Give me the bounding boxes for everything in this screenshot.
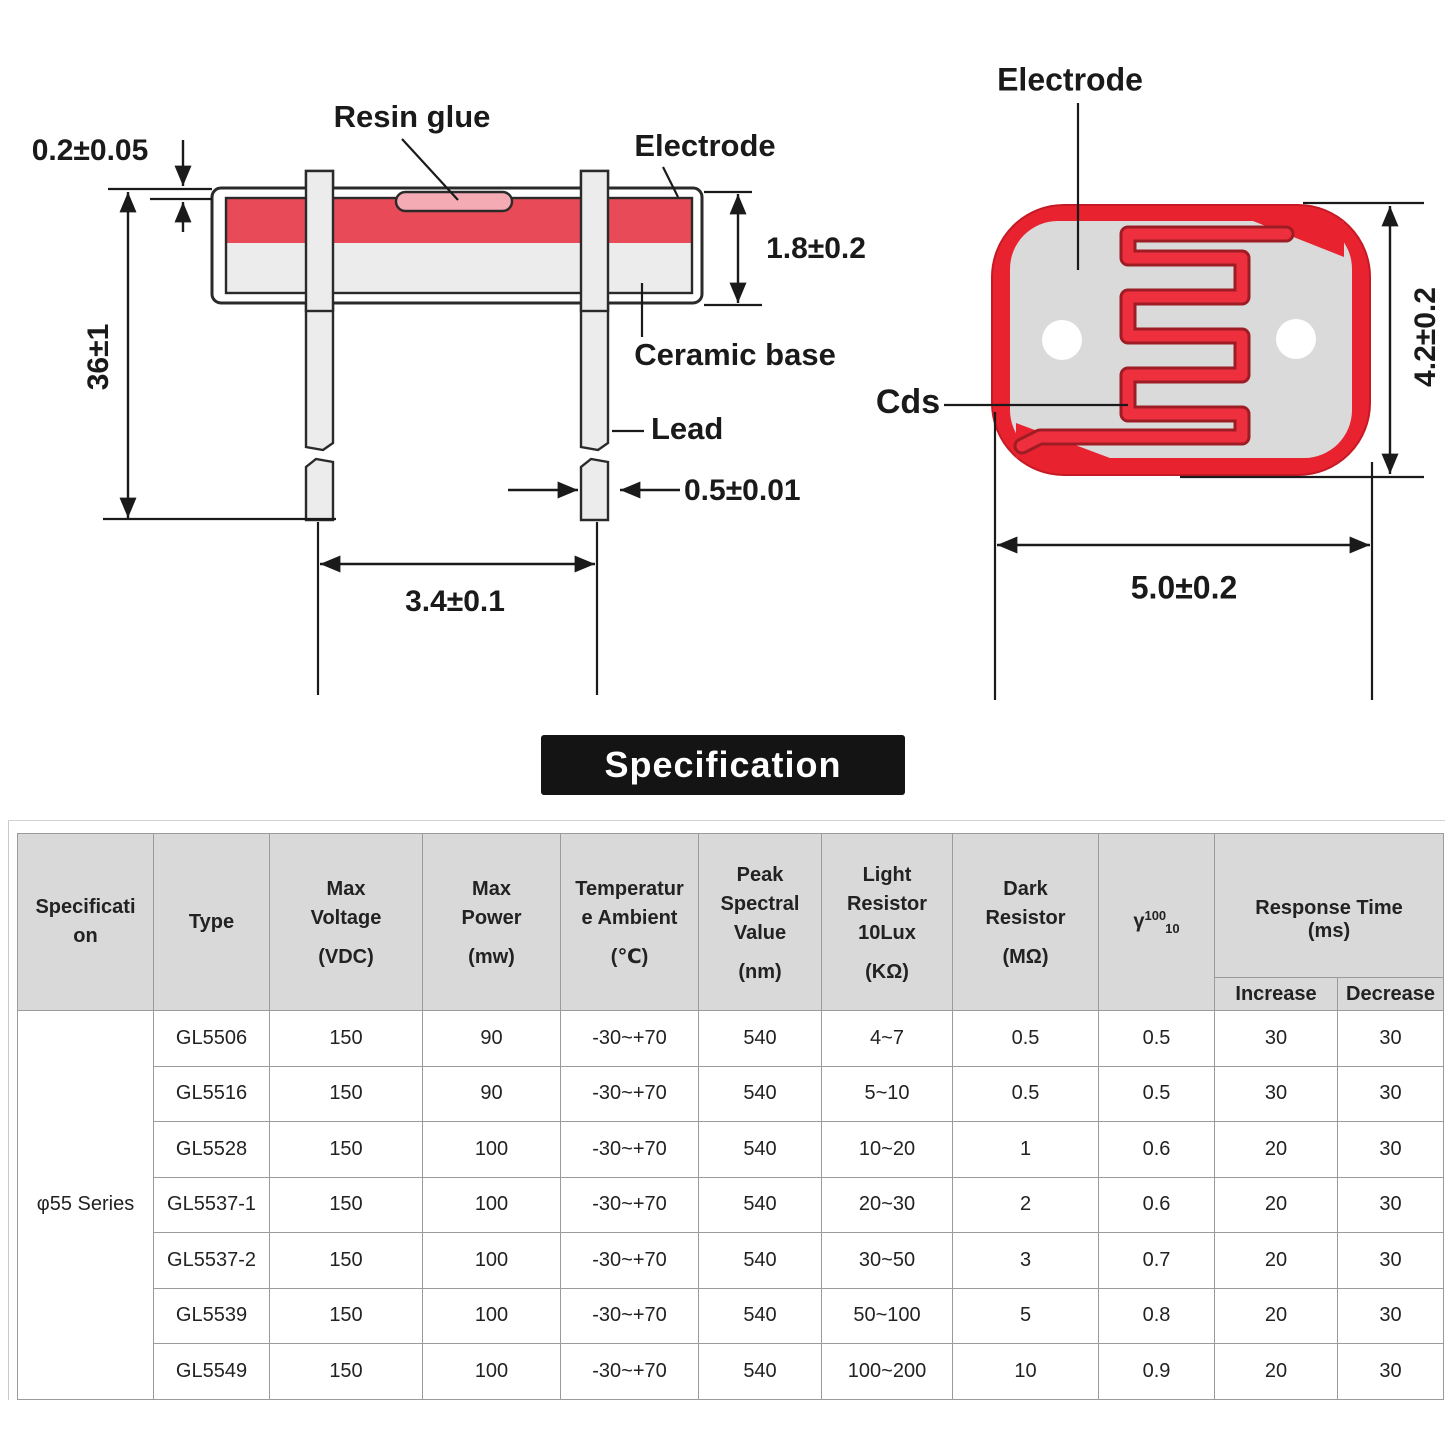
cell-temp: -30~+70: [561, 1344, 699, 1400]
col-header-peak-spectral: Peak Spectral Value (nm): [699, 834, 822, 1011]
cell-temp: -30~+70: [561, 1066, 699, 1122]
sheet-edge-vertical: [8, 821, 9, 1400]
cell-voltage: 150: [270, 1066, 423, 1122]
svg-text:Electrode: Electrode: [997, 61, 1143, 98]
cell-power: 100: [423, 1122, 561, 1178]
cell-dark: 0.5: [953, 1011, 1099, 1067]
cell-light: 50~100: [822, 1288, 953, 1344]
cell-increase: 20: [1215, 1344, 1338, 1400]
svg-text:36±1: 36±1: [81, 323, 115, 391]
cell-voltage: 150: [270, 1011, 423, 1067]
cell-voltage: 150: [270, 1177, 423, 1233]
dim-glue-thickness: [32, 134, 212, 232]
cell-temp: -30~+70: [561, 1233, 699, 1289]
cell-decrease: 30: [1338, 1011, 1444, 1067]
dim-body-thickness: [704, 192, 866, 305]
svg-text:5.0±0.2: 5.0±0.2: [1130, 569, 1238, 606]
svg-text:Lead: Lead: [651, 411, 724, 447]
cell-decrease: 30: [1338, 1288, 1444, 1344]
row-gl5528: [18, 1122, 1444, 1178]
cell-temp: -30~+70: [561, 1177, 699, 1233]
cell-decrease: 30: [1338, 1344, 1444, 1400]
cell-gamma: 0.8: [1099, 1288, 1215, 1344]
svg-text:0.2±0.05: 0.2±0.05: [31, 133, 149, 167]
cell-increase: 20: [1215, 1233, 1338, 1289]
cell-temp: -30~+70: [561, 1122, 699, 1178]
mount-hole-right: [1276, 319, 1316, 359]
col-header-gamma: $\gamma^{100}_{10}$: [1099, 834, 1215, 1011]
label-lead: [612, 411, 723, 446]
row-gl5537-2: [18, 1233, 1444, 1289]
svg-text:3.4±0.1: 3.4±0.1: [405, 584, 505, 618]
svg-text:Electrode: Electrode: [634, 128, 776, 164]
col-header-specification: Specification: [18, 834, 154, 1011]
col-header-type: Type: [154, 834, 270, 1011]
component-body: [212, 188, 702, 303]
cell-temp: -30~+70: [561, 1288, 699, 1344]
cell-increase: 30: [1215, 1066, 1338, 1122]
svg-text:Cds: Cds: [875, 382, 941, 421]
cell-light: 20~30: [822, 1177, 953, 1233]
cell-dark: 3: [953, 1233, 1099, 1289]
row-gl5506: [18, 1011, 1444, 1067]
series-cell: φ55 Series: [18, 1011, 154, 1400]
cell-voltage: 150: [270, 1288, 423, 1344]
label-resin-glue: [334, 99, 491, 200]
cell-light: 100~200: [822, 1344, 953, 1400]
cell-dark: 1: [953, 1122, 1099, 1178]
specification-table-wrapper: [17, 833, 1443, 1400]
cell-dark: 10: [953, 1344, 1099, 1400]
col-header-increase: Increase: [1215, 978, 1338, 1011]
cell-light: 5~10: [822, 1066, 953, 1122]
cell-temp: -30~+70: [561, 1011, 699, 1067]
cell-type: GL5549: [154, 1344, 270, 1400]
cell-light: 4~7: [822, 1011, 953, 1067]
dim-lead-pitch: [318, 522, 597, 695]
row-gl5537-1: [18, 1177, 1444, 1233]
cell-decrease: 30: [1338, 1066, 1444, 1122]
col-header-temperature: Temperature Ambient (℃): [561, 834, 699, 1011]
cell-increase: 20: [1215, 1288, 1338, 1344]
cell-increase: 30: [1215, 1011, 1338, 1067]
cell-power: 100: [423, 1288, 561, 1344]
cell-peak: 540: [699, 1233, 822, 1289]
dim-lead-diameter: [508, 474, 801, 507]
svg-text:Ceramic base: Ceramic base: [634, 337, 836, 373]
cell-type: GL5528: [154, 1122, 270, 1178]
cell-voltage: 150: [270, 1233, 423, 1289]
cell-power: 100: [423, 1344, 561, 1400]
cell-power: 100: [423, 1177, 561, 1233]
cell-power: 100: [423, 1233, 561, 1289]
cell-decrease: 30: [1338, 1177, 1444, 1233]
row-gl5539: [18, 1288, 1444, 1344]
cell-voltage: 150: [270, 1344, 423, 1400]
svg-text:4.2±0.2: 4.2±0.2: [1408, 287, 1442, 387]
row-gl5516: [18, 1066, 1444, 1122]
ldr-body: [992, 205, 1370, 475]
cell-dark: 0.5: [953, 1066, 1099, 1122]
cell-gamma: 0.6: [1099, 1122, 1215, 1178]
cell-voltage: 150: [270, 1122, 423, 1178]
cell-peak: 540: [699, 1288, 822, 1344]
cell-type: GL5537-1: [154, 1177, 270, 1233]
cell-gamma: 0.5: [1099, 1011, 1215, 1067]
cell-gamma: 0.6: [1099, 1177, 1215, 1233]
cell-peak: 540: [699, 1011, 822, 1067]
header-row-main: [18, 834, 1444, 978]
cell-peak: 540: [699, 1344, 822, 1400]
col-header-dark-resistor: Dark Resistor (MΩ): [953, 834, 1099, 1011]
cell-increase: 20: [1215, 1122, 1338, 1178]
section-title-banner: Specification: [541, 735, 905, 795]
specification-table: [17, 833, 1444, 1400]
cell-dark: 2: [953, 1177, 1099, 1233]
col-header-light-resistor: Light Resistor 10Lux (KΩ): [822, 834, 953, 1011]
svg-text:1.8±0.2: 1.8±0.2: [766, 231, 866, 265]
cell-gamma: 0.9: [1099, 1344, 1215, 1400]
col-header-max-voltage: Max Voltage (VDC): [270, 834, 423, 1011]
svg-text:0.5±0.01: 0.5±0.01: [684, 473, 801, 507]
top-view-diagram: [860, 30, 1454, 710]
cell-gamma: 0.5: [1099, 1066, 1215, 1122]
cell-peak: 540: [699, 1066, 822, 1122]
row-gl5549: [18, 1344, 1444, 1400]
cell-light: 30~50: [822, 1233, 953, 1289]
col-header-response-time: Response Time (ms): [1215, 834, 1444, 978]
cell-decrease: 30: [1338, 1122, 1444, 1178]
side-view-diagram: [0, 60, 900, 720]
cell-peak: 540: [699, 1177, 822, 1233]
col-header-decrease: Decrease: [1338, 978, 1444, 1011]
cell-gamma: 0.7: [1099, 1233, 1215, 1289]
cell-type: GL5537-2: [154, 1233, 270, 1289]
cell-type: GL5506: [154, 1011, 270, 1067]
cell-type: GL5516: [154, 1066, 270, 1122]
cell-decrease: 30: [1338, 1233, 1444, 1289]
cell-dark: 5: [953, 1288, 1099, 1344]
cell-light: 10~20: [822, 1122, 953, 1178]
cell-type: GL5539: [154, 1288, 270, 1344]
mount-hole-left: [1042, 320, 1082, 360]
ceramic-layer: [226, 243, 692, 293]
svg-text:Resin glue: Resin glue: [333, 99, 491, 135]
col-header-max-power: Max Power (mw): [423, 834, 561, 1011]
cell-peak: 540: [699, 1122, 822, 1178]
sheet-edge-horizontal: [8, 820, 1445, 821]
cell-increase: 20: [1215, 1177, 1338, 1233]
cell-power: 90: [423, 1011, 561, 1067]
cell-power: 90: [423, 1066, 561, 1122]
